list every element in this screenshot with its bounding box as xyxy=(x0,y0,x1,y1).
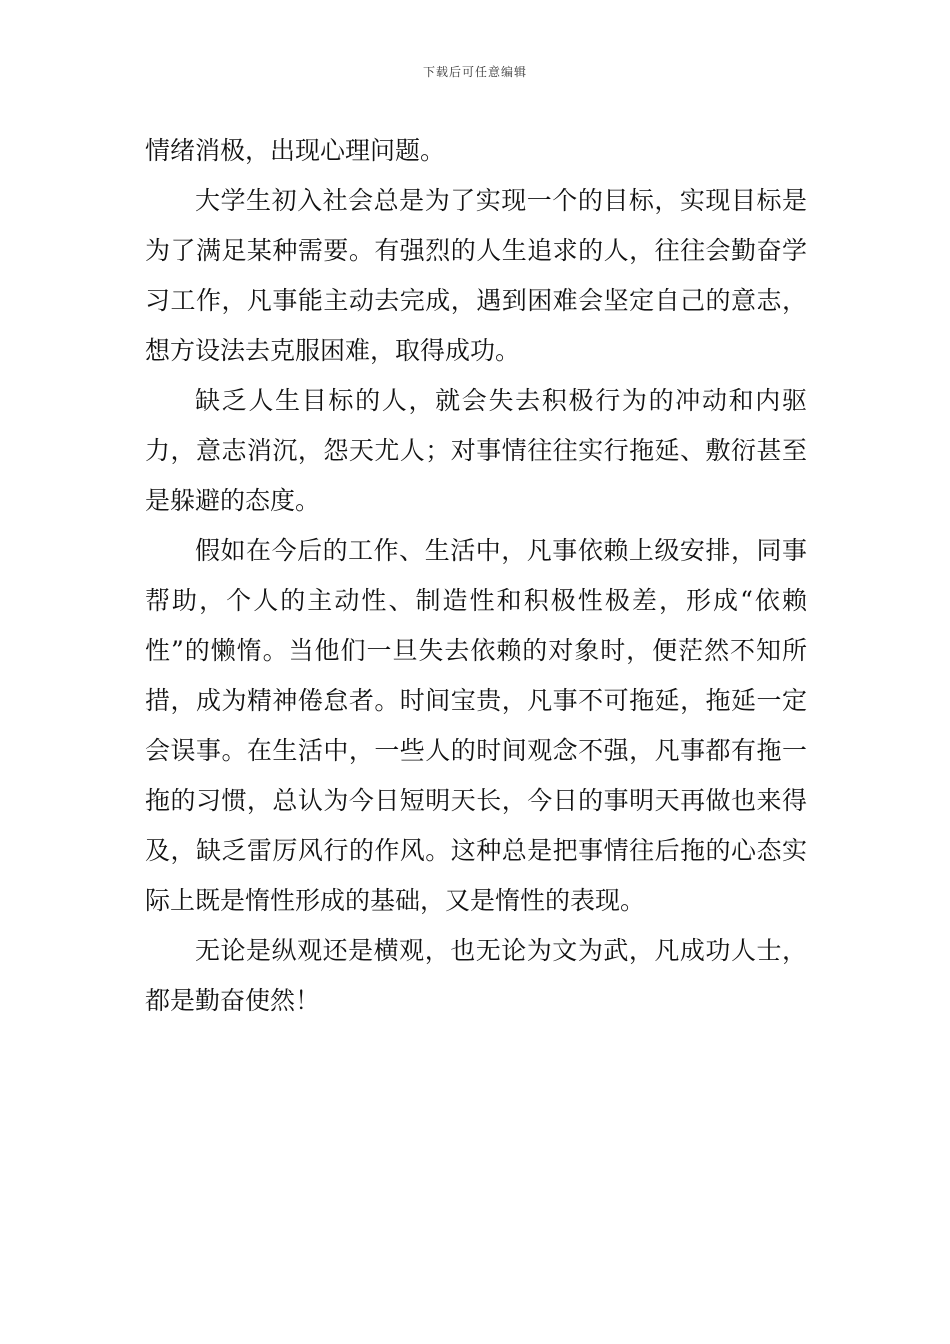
paragraph: 缺乏人生目标的人，就会失去积极行为的冲动和内驱力，意志消沉，怨天尤人；对事情往往实行拖延、敷衍甚至是躲避的态度。 xyxy=(145,386,807,515)
paragraph: 大学生初入社会总是为了实现一个的目标，实现目标是为了满足某种需要。有强烈的人生追求的人，往往会勤奋学习工作，凡事能主动去完成，遇到困难会坚定自己的意志，想方设法去克服困难，取得成功。 xyxy=(145,186,807,365)
paragraph-continuation: 情绪消极，出现心理问题。 xyxy=(145,136,446,165)
paragraph: 无论是纵观还是横观，也无论为文为武，凡成功人士，都是勤奋使然！ xyxy=(145,936,807,1015)
paragraph: 假如在今后的工作、生活中，凡事依赖上级安排，同事帮助，个人的主动性、制造性和积极性极差，形成“依赖性”的懒惰。当他们一旦失去依赖的对象时，便茫然不知所措，成为精神倦怠者。时间宝贵，凡事不可拖延，拖延一定会误事。在生活中，一些人的时间观念不强，凡事都有拖一拖的习惯，总认为今日短明天长，今日的事明天再做也来得及，缺乏雷厉风行的作风。这种总是把事情往后拖的心态实际上既是惰性形成的基础，又是惰性的表现。 xyxy=(145,536,807,915)
page-header-note: 下载后可任意编辑 xyxy=(422,65,527,79)
document-body xyxy=(145,126,807,1026)
